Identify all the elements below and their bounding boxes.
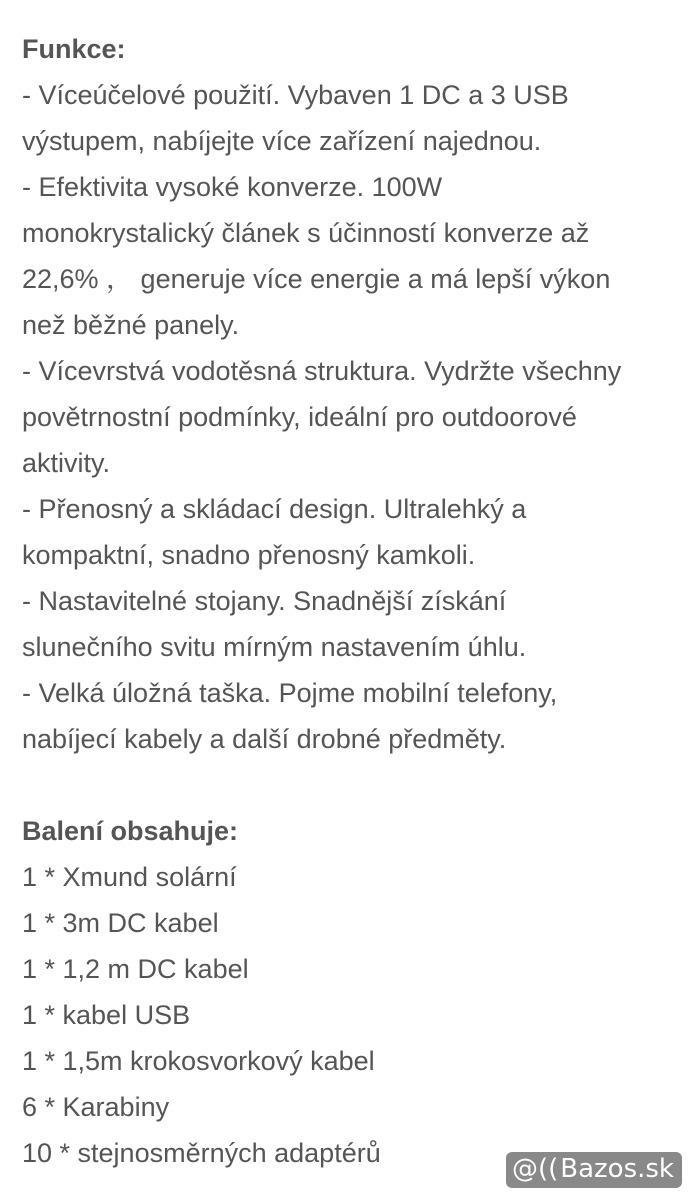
bazos-watermark bbox=[506, 1152, 682, 1188]
package-item: 10 * stejnosměrných adaptérů bbox=[22, 1138, 381, 1168]
package-item: 1 * Xmund solární bbox=[22, 862, 237, 892]
feature-line: kompaktní, snadno přenosný kamkoli. bbox=[22, 540, 476, 570]
features-list bbox=[22, 72, 682, 762]
feature-line: monokrystalický článek s účinností konverze až bbox=[22, 218, 590, 248]
feature-line: - Víceúčelové použití. Vybaven 1 DC a 3 USB bbox=[22, 80, 569, 110]
package-item: 6 * Karabiny bbox=[22, 1092, 170, 1122]
package-item: 1 * kabel USB bbox=[22, 1000, 191, 1030]
feature-line: aktivity. bbox=[22, 448, 111, 478]
feature-line: - Velká úložná taška. Pojme mobilní telefony, bbox=[22, 678, 558, 708]
bazos-logo-icon: @(( bbox=[511, 1154, 559, 1184]
package-heading: Balení obsahuje: bbox=[22, 816, 239, 846]
feature-line: - Nastavitelné stojany. Snadnější získání bbox=[22, 586, 507, 616]
description bbox=[22, 26, 682, 1176]
feature-line: - Přenosný a skládací design. Ultralehký a bbox=[22, 494, 527, 524]
package-item: 1 * 1,2 m DC kabel bbox=[22, 954, 249, 984]
feature-line: povětrnostní podmínky, ideální pro outdoorové bbox=[22, 402, 577, 432]
package-item: 1 * 1,5m krokosvorkový kabel bbox=[22, 1046, 375, 1076]
feature-line: - Vícevrstvá vodotěsná struktura. Vydržte všechny bbox=[22, 356, 622, 386]
package-item: 1 * 3m DC kabel bbox=[22, 908, 219, 938]
feature-line: 22,6% ， generuje více energie a má lepší výkon bbox=[22, 264, 611, 294]
feature-line: nabíjecí kabely a další drobné předměty. bbox=[22, 724, 507, 754]
feature-line: - Efektivita vysoké konverze. 100W bbox=[22, 172, 443, 202]
feature-line: výstupem, nabíjejte více zařízení najednou. bbox=[22, 126, 542, 156]
feature-line: než běžné panely. bbox=[22, 310, 240, 340]
feature-line: slunečního svitu mírným nastavením úhlu. bbox=[22, 632, 527, 662]
package-list bbox=[22, 854, 682, 1176]
watermark-text: Bazos.sk bbox=[560, 1154, 674, 1184]
section-spacer bbox=[22, 762, 682, 808]
features-heading: Funkce: bbox=[22, 34, 126, 64]
